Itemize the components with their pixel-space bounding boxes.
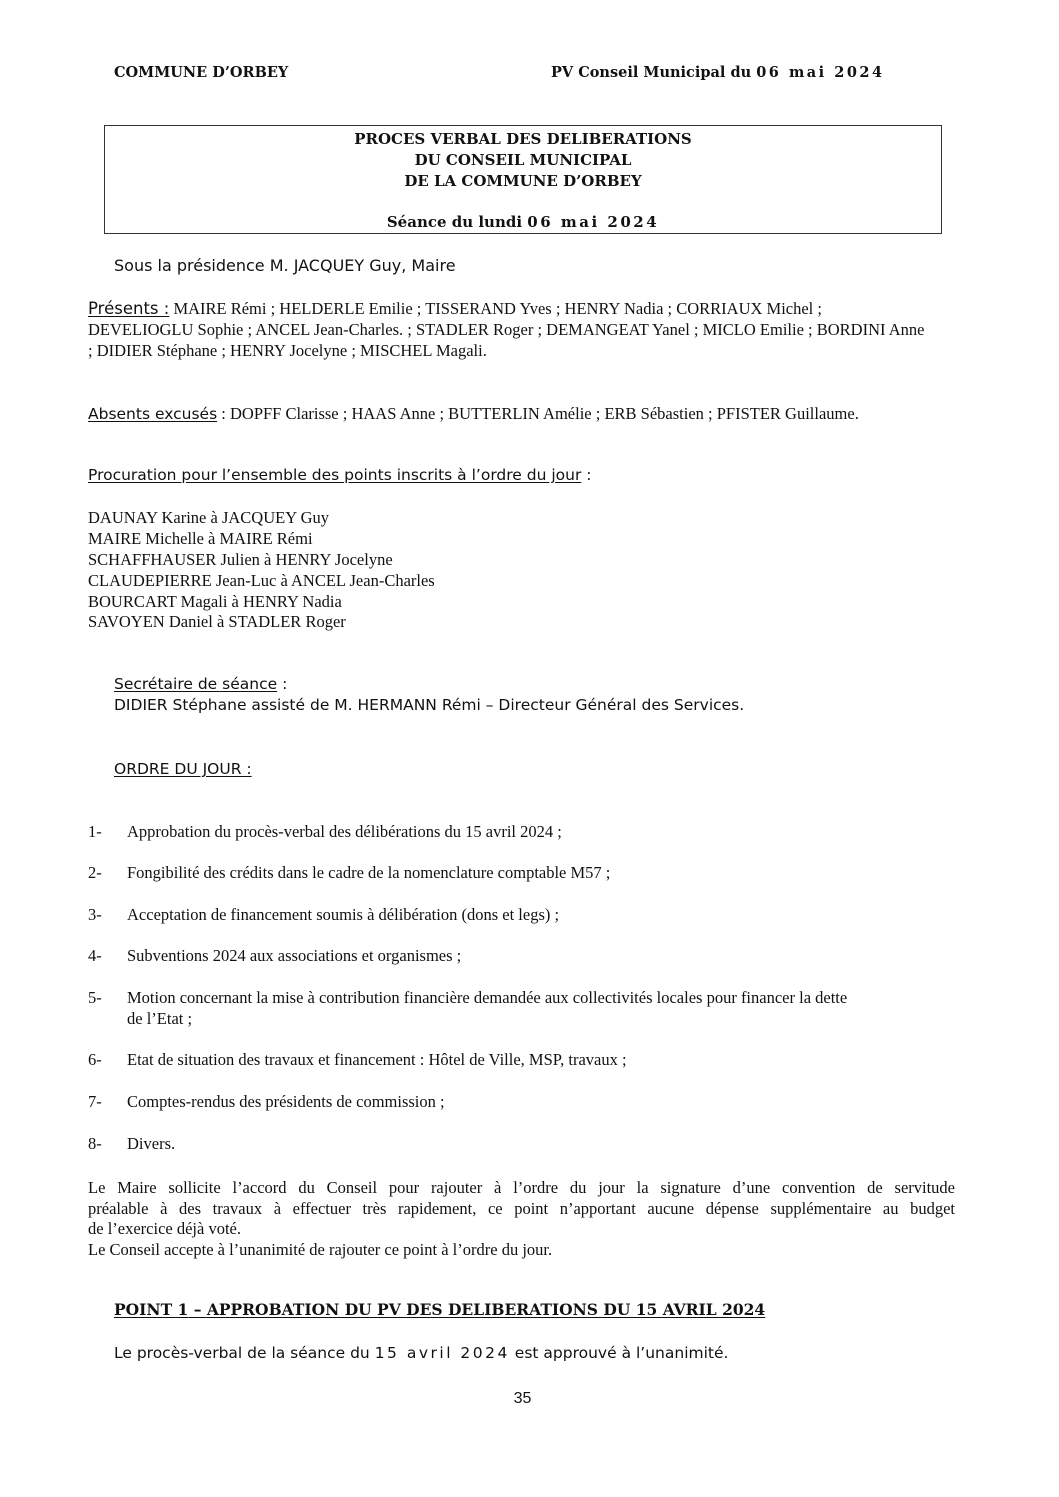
paragraph-line-1: Le Maire sollicite l’accord du Conseil pour rajouter à l’ordre du jour la signature d’une convention de servitude — [88, 1178, 955, 1197]
point1-text-suffix: est approuvé à l’unanimité. — [509, 1344, 729, 1362]
secretaire-label: Secrétaire de séance — [114, 675, 278, 693]
agenda-number: 4- — [88, 946, 102, 965]
procuration-item: CLAUDEPIERRE Jean-Luc à ANCEL Jean-Charles — [88, 571, 435, 590]
presents-line-3: ; DIDIER Stéphane ; HENRY Jocelyne ; MISCHEL Magali. — [88, 341, 487, 360]
agenda-item: Motion concernant la mise à contribution financière demandée aux collectivités locales pour financer la dette — [127, 988, 848, 1007]
agenda-item: Etat de situation des travaux et financement : Hôtel de Ville, MSP, travaux ; — [127, 1050, 627, 1069]
absents-text: : DOPFF Clarisse ; HAAS Anne ; BUTTERLIN Amélie ; ERB Sébastien ; PFISTER Guillaume. — [217, 404, 859, 423]
agenda-number: 7- — [88, 1092, 102, 1111]
seance-date: 06 mai 2024 — [527, 213, 660, 231]
point1-dash: – — [188, 1300, 207, 1319]
secretaire-text: DIDIER Stéphane assisté de M. HERMANN Rémi – Directeur Général des Services. — [114, 696, 745, 714]
procuration-item: BOURCART Magali à HENRY Nadia — [88, 592, 342, 611]
header-pv-prefix: PV Conseil Municipal du — [551, 64, 757, 81]
presidence: Sous la présidence M. JACQUEY Guy, Maire — [114, 256, 456, 275]
point1-heading — [114, 1300, 765, 1319]
seance-line — [105, 213, 941, 231]
secretaire-heading — [114, 675, 287, 693]
agenda-item: Fongibilité des crédits dans le cadre de la nomenclature comptable M57 ; — [127, 863, 611, 882]
paragraph-line-3: de l’exercice déjà voté. — [88, 1219, 241, 1238]
paragraph-line-2: préalable à des travaux à effectuer très rapidement, ce point n’apportant aucune dépense supplémentaire au budget — [88, 1199, 955, 1218]
title-line-3: DE LA COMMUNE D’ORBEY — [404, 172, 642, 190]
agenda-number: 2- — [88, 863, 102, 882]
agenda-number: 8- — [88, 1134, 102, 1153]
presents-label: Présents : — [88, 299, 170, 318]
agenda-item: Acceptation de financement soumis à délibération (dons et legs) ; — [127, 905, 560, 924]
agenda-number: 3- — [88, 905, 102, 924]
procuration-item: SCHAFFHAUSER Julien à HENRY Jocelyne — [88, 550, 393, 569]
procuration-suffix: : — [581, 466, 592, 484]
point1-title: APPROBATION DU PV DES DELIBERATIONS DU 15 AVRIL 2024 — [206, 1300, 766, 1319]
secretaire-suffix: : — [277, 675, 288, 693]
presents-line-1 — [88, 299, 822, 319]
procuration-label: Procuration pour l’ensemble des points inscrits à l’ordre du jour — [88, 466, 582, 484]
point1-text-prefix: Le procès-verbal de la séance du — [114, 1344, 375, 1362]
title-line-1: PROCES VERBAL DES DELIBERATIONS — [354, 130, 692, 148]
procuration-item: DAUNAY Karine à JACQUEY Guy — [88, 508, 330, 527]
agenda-item: Comptes-rendus des présidents de commission ; — [127, 1092, 445, 1111]
page-number: 35 — [513, 1390, 532, 1407]
header-commune: COMMUNE D’ORBEY — [114, 64, 289, 81]
paragraph-line-4: Le Conseil accepte à l’unanimité de rajouter ce point à l’ordre du jour. — [88, 1240, 553, 1259]
presents-line-2: DEVELIOGLU Sophie ; ANCEL Jean-Charles. ; STADLER Roger ; DEMANGEAT Yanel ; MICLO Emilie ; BORDINI Anne — [88, 320, 925, 339]
agenda-item: Subventions 2024 aux associations et organismes ; — [127, 946, 462, 965]
absents-line — [88, 404, 859, 424]
procuration-heading — [88, 466, 592, 484]
agenda-number: 6- — [88, 1050, 102, 1069]
procuration-item: MAIRE Michelle à MAIRE Rémi — [88, 529, 313, 548]
agenda-number: 1- — [88, 822, 102, 841]
point1-text — [114, 1344, 728, 1362]
seance-prefix: Séance du lundi — [386, 213, 528, 231]
point1-text-date: 15 avril 2024 — [374, 1344, 510, 1362]
title-line-2: DU CONSEIL MUNICIPAL — [414, 151, 632, 169]
agenda-item-continuation: de l’Etat ; — [127, 1009, 193, 1028]
presents-text-1: MAIRE Rémi ; HELDERLE Emilie ; TISSERAND Yves ; HENRY Nadia ; CORRIAUX Michel ; — [169, 299, 822, 318]
header-pv-date: 06 mai 2024 — [756, 64, 885, 81]
agenda-item: Approbation du procès-verbal des délibérations du 15 avril 2024 ; — [127, 822, 562, 841]
title-box — [104, 125, 942, 234]
point1-label: POINT 1 — [114, 1300, 189, 1319]
agenda-item: Divers. — [127, 1134, 176, 1153]
agenda-number: 5- — [88, 988, 102, 1007]
ordre-du-jour-heading: ORDRE DU JOUR : — [114, 760, 252, 778]
absents-label: Absents excusés — [88, 405, 218, 423]
procuration-item: SAVOYEN Daniel à STADLER Roger — [88, 612, 346, 631]
header-pv-title — [551, 64, 885, 81]
